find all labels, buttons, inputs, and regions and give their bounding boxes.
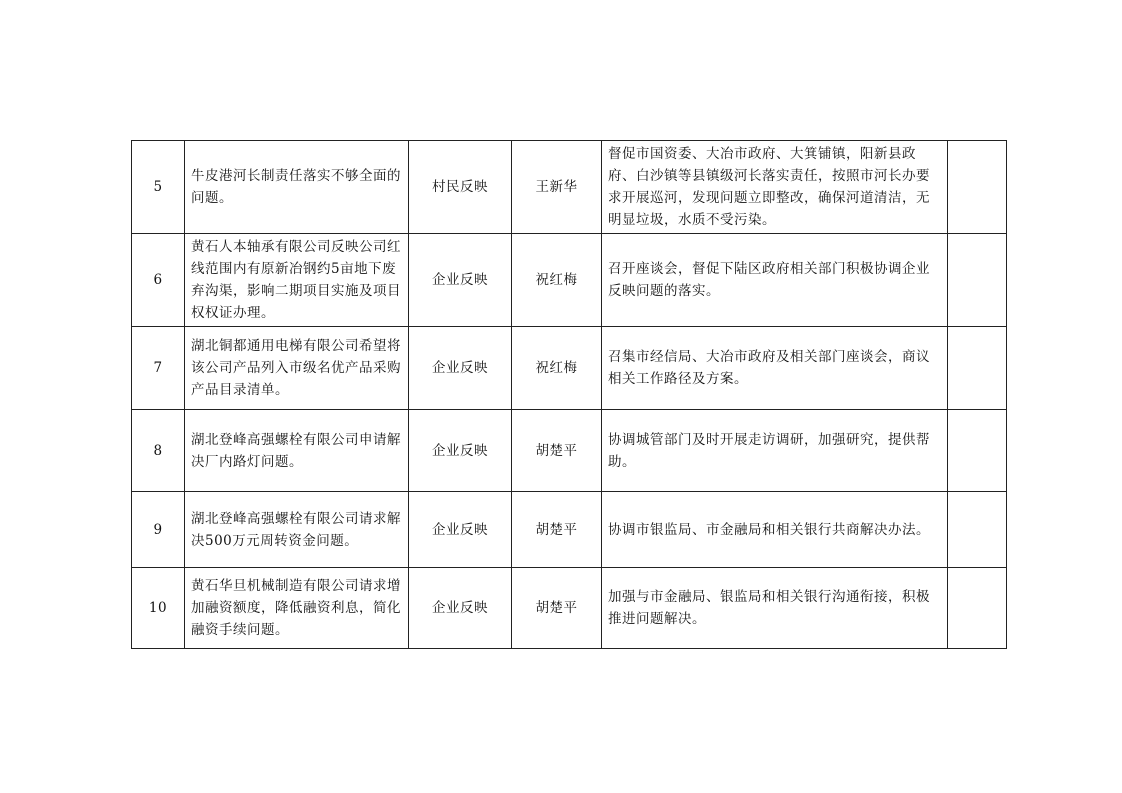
table-row <box>132 568 1007 649</box>
issue-source: 企业反映 <box>409 327 512 410</box>
issue-description: 牛皮港河长制责任落实不够全面的问题。 <box>185 141 409 234</box>
remarks-cell <box>948 327 1007 410</box>
row-number: 5 <box>132 141 185 234</box>
responsible-leader: 王新华 <box>512 141 602 234</box>
row-number: 10 <box>132 568 185 649</box>
resolution-measure: 加强与市金融局、银监局和相关银行沟通衔接，积极推进问题解决。 <box>602 568 948 649</box>
row-number: 6 <box>132 234 185 327</box>
issue-source: 企业反映 <box>409 492 512 568</box>
row-number: 9 <box>132 492 185 568</box>
issue-description: 湖北登峰高强螺栓有限公司请求解决500万元周转资金问题。 <box>185 492 409 568</box>
issue-description: 黄石华旦机械制造有限公司请求增加融资额度，降低融资利息，简化融资手续问题。 <box>185 568 409 649</box>
table-row <box>132 327 1007 410</box>
issue-source: 企业反映 <box>409 568 512 649</box>
row-number: 8 <box>132 410 185 492</box>
resolution-measure: 召集市经信局、大冶市政府及相关部门座谈会，商议相关工作路径及方案。 <box>602 327 948 410</box>
remarks-cell <box>948 492 1007 568</box>
remarks-cell <box>948 568 1007 649</box>
responsible-leader: 胡楚平 <box>512 492 602 568</box>
issues-table <box>131 140 1007 649</box>
remarks-cell <box>948 141 1007 234</box>
resolution-measure: 协调市银监局、市金融局和相关银行共商解决办法。 <box>602 492 948 568</box>
issue-description: 黄石人本轴承有限公司反映公司红线范围内有原新冶钢约5亩地下废弃沟渠，影响二期项目实施及项目权权证办理。 <box>185 234 409 327</box>
table-row <box>132 410 1007 492</box>
remarks-cell <box>948 234 1007 327</box>
issue-source: 企业反映 <box>409 234 512 327</box>
table-row <box>132 492 1007 568</box>
issue-description: 湖北铜都通用电梯有限公司希望将该公司产品列入市级名优产品采购产品目录清单。 <box>185 327 409 410</box>
responsible-leader: 祝红梅 <box>512 234 602 327</box>
issue-source: 企业反映 <box>409 410 512 492</box>
table-row <box>132 234 1007 327</box>
responsible-leader: 祝红梅 <box>512 327 602 410</box>
responsible-leader: 胡楚平 <box>512 410 602 492</box>
resolution-measure: 督促市国资委、大冶市政府、大箕铺镇，阳新县政府、白沙镇等县镇级河长落实责任，按照市河长办要求开展巡河，发现问题立即整改，确保河道清洁，无明显垃圾，水质不受污染。 <box>602 141 948 234</box>
table-row <box>132 141 1007 234</box>
issue-source: 村民反映 <box>409 141 512 234</box>
resolution-measure: 召开座谈会，督促下陆区政府相关部门积极协调企业反映问题的落实。 <box>602 234 948 327</box>
resolution-measure: 协调城管部门及时开展走访调研，加强研究，提供帮助。 <box>602 410 948 492</box>
issue-description: 湖北登峰高强螺栓有限公司申请解决厂内路灯问题。 <box>185 410 409 492</box>
row-number: 7 <box>132 327 185 410</box>
remarks-cell <box>948 410 1007 492</box>
responsible-leader: 胡楚平 <box>512 568 602 649</box>
